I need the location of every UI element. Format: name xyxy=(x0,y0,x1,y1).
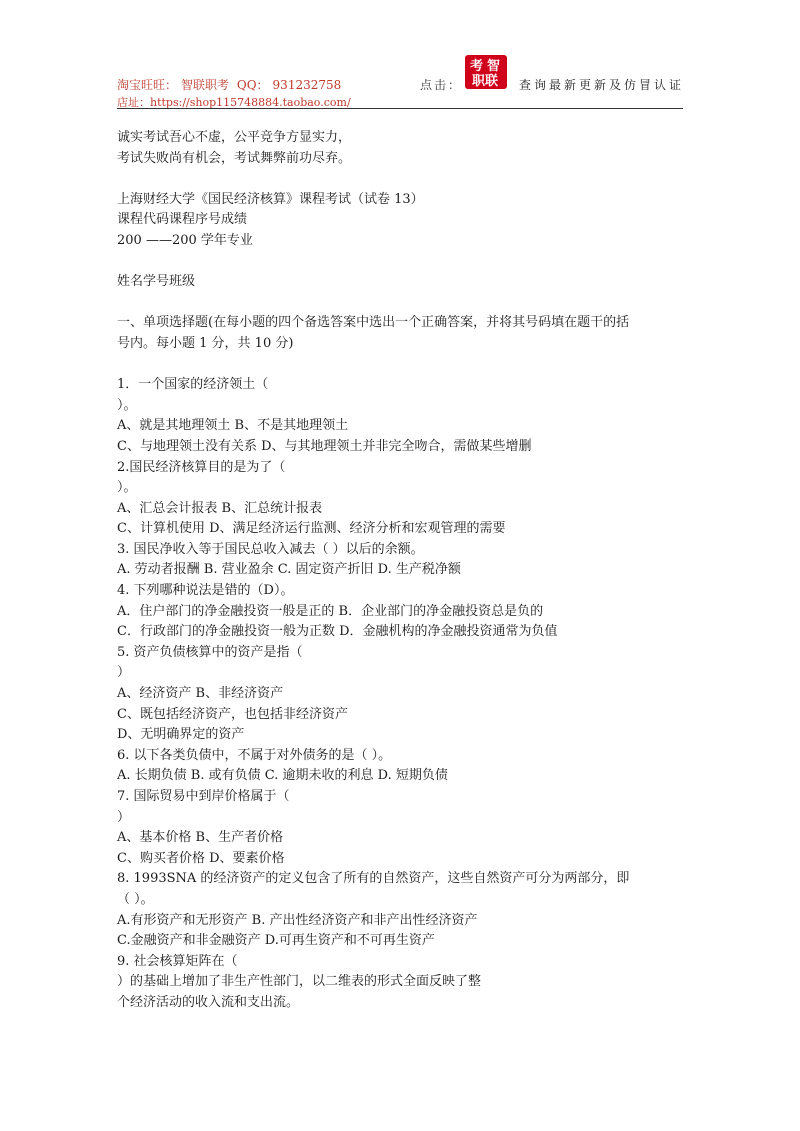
question-8-cont: （ ）。 xyxy=(117,891,154,907)
course-code-line: 课程代码课程序号成绩 xyxy=(117,212,248,228)
exam-document-body xyxy=(117,128,687,1014)
blank-line xyxy=(117,169,687,190)
question-9-cont-1: ）的基础上增加了非生产性部门，以二维表的形式全面反映了整 xyxy=(117,974,482,990)
blank-line xyxy=(117,355,687,376)
question-8: 8. 1993SNA 的经济资产的定义包含了所有的自然资产，这些自然资产可分为两部分，即 xyxy=(117,871,630,887)
question-7-options-ab: A、基本价格 B、生产者价格 xyxy=(117,830,284,846)
wangwang-label: 淘宝旺旺： xyxy=(117,78,178,92)
question-8-options-cd: C.金融资产和非金融资产 D.可再生资产和不可再生资产 xyxy=(117,933,435,949)
question-5: 5. 资产负债核算中的资产是指（ xyxy=(117,644,303,660)
question-8-options-ab: A.有形资产和无形资产 B. 产出性经济资产和非产出性经济资产 xyxy=(117,912,478,928)
question-9-cont-2: 个经济活动的收入流和支出流。 xyxy=(117,994,300,1010)
question-1: 1．一个国家的经济领土（ xyxy=(117,377,269,393)
logo-icon xyxy=(465,55,507,89)
question-3-options: A. 劳动者报酬 B. 营业盈余 C. 固定资产折旧 D. 生产税净额 xyxy=(117,562,461,578)
blank-line xyxy=(117,252,687,273)
shop-name[interactable]: 智联职考 xyxy=(181,78,230,92)
question-6: 6. 以下各类负债中，不属于对外债务的是（ ）。 xyxy=(117,747,392,763)
motto-line-1: 诚实考试吾心不虚，公平竞争方显实力， xyxy=(117,130,352,145)
shop-url-link[interactable]: https://shop115748884.taobao.com/ xyxy=(150,96,351,109)
logo-char-zhilian: 职联 xyxy=(472,74,499,89)
question-4: 4. 下列哪种说法是错的（D）。 xyxy=(117,583,294,599)
question-1-options-ab: A、就是其地理领土 B、不是其地理领土 xyxy=(117,418,349,434)
question-4-options-ab: A．住户部门的净金融投资一般是正的 B．企业部门的净金融投资总是负的 xyxy=(117,603,544,619)
question-7-cont: ） xyxy=(117,809,131,825)
shop-contact-line xyxy=(117,76,345,93)
question-7: 7. 国际贸易中到岸价格属于（ xyxy=(117,789,290,804)
shop-link-label: 店址： xyxy=(117,96,150,109)
question-1-cont: ）。 xyxy=(117,397,137,413)
verify-link[interactable]: 查询最新更新及仿冒认证 xyxy=(519,78,685,92)
question-7-options-cd: C、购买者价格 D、要素价格 xyxy=(117,850,285,866)
question-4-options-cd: C．行政部门的净金融投资一般为正数 D．金融机构的净金融投资通常为负值 xyxy=(117,624,558,640)
question-5-cont: ） xyxy=(117,665,131,681)
qq-label: QQ： xyxy=(236,78,269,92)
student-info-line: 姓名学号班级 xyxy=(117,274,196,290)
blank-line xyxy=(117,293,687,314)
click-label: 点击： xyxy=(420,78,463,92)
question-6-options: A. 长期负债 B. 或有负债 C. 逾期未收的利息 D. 短期负债 xyxy=(117,768,448,784)
question-3: 3. 国民净收入等于国民总收入减去（ ）以后的余额。 xyxy=(117,541,424,557)
section-instruction-2: 号内。每小题 1 分，共 10 分) xyxy=(117,335,294,351)
question-5-option-d: D、无明确界定的资产 xyxy=(117,727,245,743)
question-2-cont: ）。 xyxy=(117,480,137,496)
motto-line-2: 考试失败尚有机会，考试舞弊前功尽弃。 xyxy=(117,150,352,166)
exam-title: 上海财经大学《国民经济核算》课程考试（试卷 13） xyxy=(117,191,424,207)
question-5-option-c: C、既包括经济资产，也包括非经济资产 xyxy=(117,706,348,722)
academic-year-line: 200 ——200 学年专业 xyxy=(117,232,253,248)
question-2-options-ab: A、汇总会计报表 B、汇总统计报表 xyxy=(117,500,323,516)
section-instruction-1: 一、单项选择题(在每小题的四个备选答案中选出一个正确答案，并将其号码填在题干的括 xyxy=(117,315,630,331)
page-header xyxy=(117,52,683,108)
logo-char-zhi: 智 xyxy=(487,59,501,74)
question-9: 9. 社会核算矩阵在（ xyxy=(117,953,238,969)
header-divider xyxy=(117,108,683,109)
zhilian-logo[interactable] xyxy=(465,55,507,89)
question-2-options-cd: C、计算机使用 D、满足经济运行监测、经济分析和宏观管理的需要 xyxy=(117,521,506,537)
logo-char-kao: 考 xyxy=(470,59,484,74)
question-5-option-ab: A、经济资产 B、非经济资产 xyxy=(117,686,284,702)
qq-number[interactable]: 931232758 xyxy=(272,78,342,92)
question-1-options-cd: C、与地理领土没有关系 D、与其地理领土并非完全吻合，需做某些增删 xyxy=(117,438,532,454)
question-2: 2.国民经济核算目的是为了（ xyxy=(117,459,286,475)
